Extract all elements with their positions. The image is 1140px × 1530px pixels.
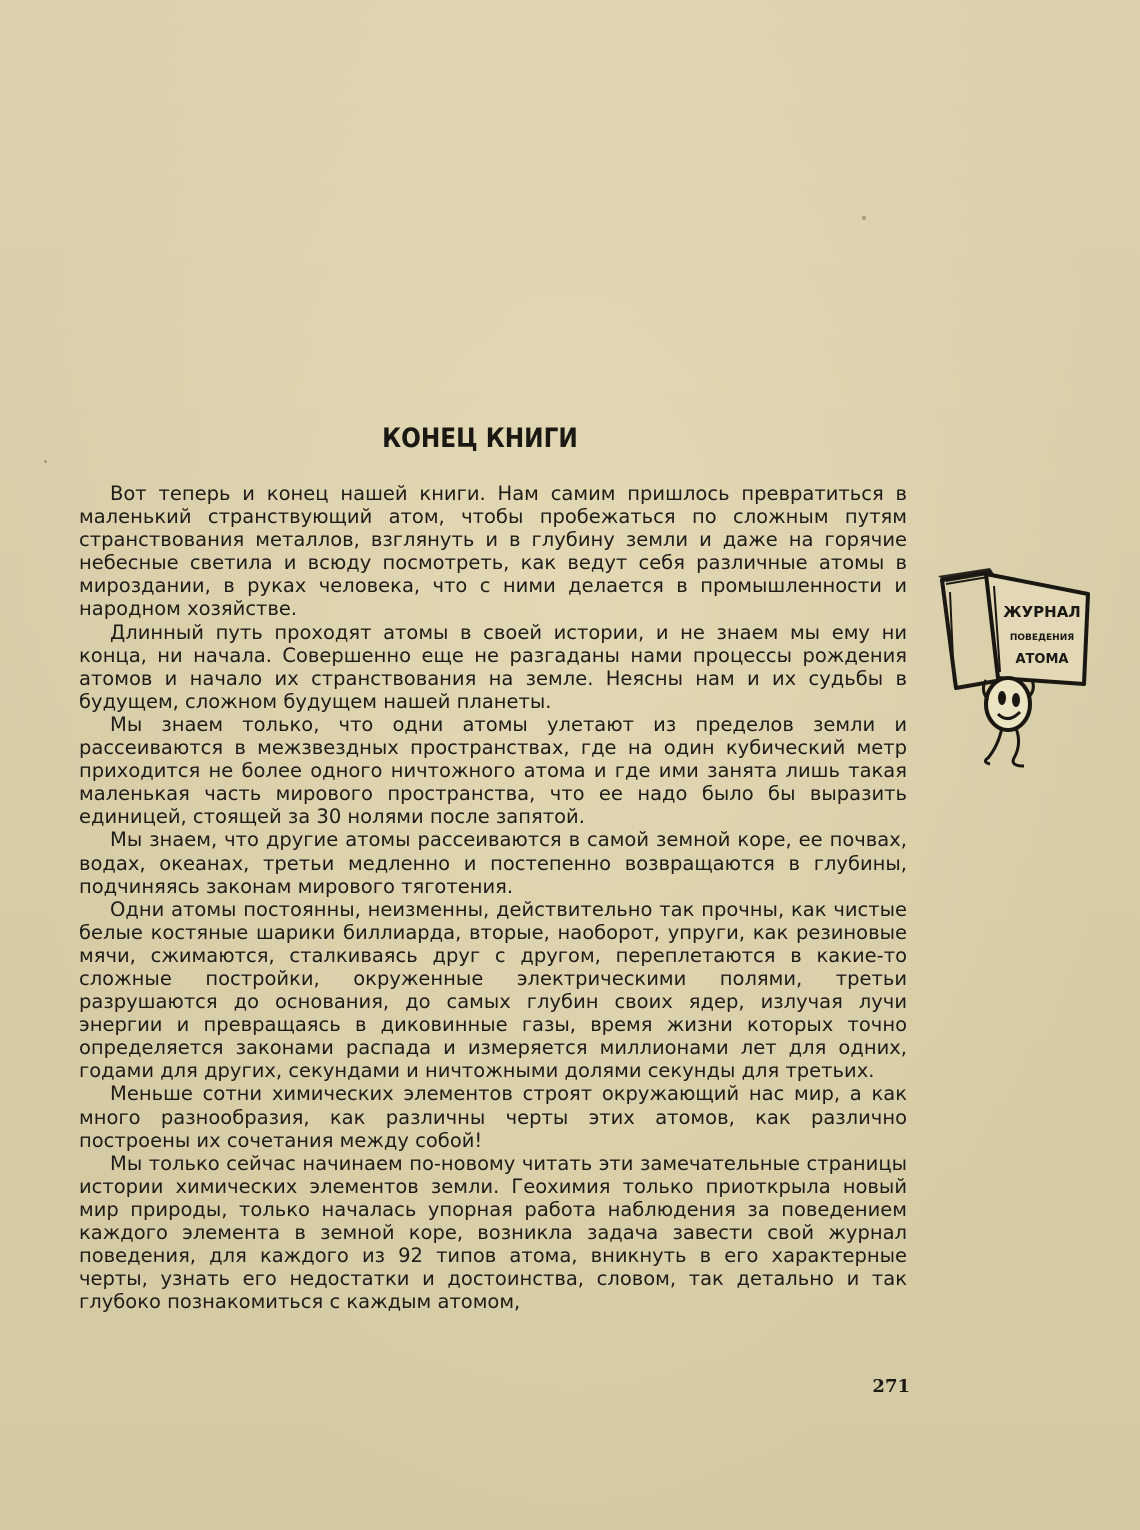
paragraph: Длинный путь проходят атомы в своей истории, и не знаем мы ему ни конца, ни начала. Совершенно еще не разгаданы нами процессы рождения атомов и начало их странствования на земле. Неясны нам и их судьбы в будущем, сложном будущем нашей планеты. [79, 620, 907, 713]
journal-title-line3: АТОМА [1015, 652, 1069, 667]
paragraph: Мы знаем, что другие атомы рассеиваются в самой земной коре, ее почвах, водах, океанах, третьи медленно и постепенно возвращаются в глубины, подчиняясь законам мирового тяготения. [79, 828, 907, 898]
paragraph: Мы только сейчас начинаем по-новому читать эти замечательные страницы истории химических элементов земли. Геохимия только приоткрыла новый мир природы, только началась упорная работа наблюдения за поведением каждого элемента в земной коре, возникла задача завести свой журнал поведения, для каждого из 92 типов атома, вникнуть в его характерные черты, узнать его недостатки и достоинства, словом, так детально и так глубоко познакомиться с каждым атомом, [79, 1151, 907, 1314]
paper-speck [862, 216, 866, 220]
journal-title-line2: ПОВЕДЕНИЯ [1009, 633, 1075, 643]
atom-character-icon [983, 678, 1033, 766]
journal-title-line1: ЖУРНАЛ [1003, 603, 1081, 621]
page-number: 271 [872, 1376, 910, 1397]
journal-book-icon [938, 568, 1088, 688]
paragraph: Вот теперь и конец нашей книги. Нам самим пришлось превратиться в маленький странствующий атом, чтобы пробежаться по сложным путям странствования металлов, взглянуть и в глубину земли и даже на горячие небесные светила и всюду посмотреть, как ведут себя различные атомы в мироздании, в руках человека, что с ними делается в промышленности и народном хозяйстве. [79, 482, 907, 621]
paragraph: Одни атомы постоянны, неизменны, действительно так прочны, как чистые белые костяные шарики биллиарда, вторые, наоборот, упруги, как резиновые мячи, сжимаются, сталкиваясь друг с другом, переплетаются в какие-то сложные постройки, окруженные электрическими полями, третьи разрушаются до основания, до самых глубин своих ядер, излучая лучи энергии и превращаясь в диковинные газы, время жизни которых точно определяется законами распада и измеряется миллионами лет для одних, годами для других, секундами и ничтожными долями секунды для третьих. [79, 897, 907, 1083]
chapter-title: КОНЕЦ КНИГИ [382, 423, 578, 454]
atom-journal-illustration [932, 562, 1092, 774]
paragraph: Мы знаем только, что одни атомы улетают из пределов земли и рассеиваются в межзвездных пространствах, где на один кубический метр приходится не более одного ничтожного атома и где ими занята лишь такая маленькая часть мирового пространства, что ее надо было бы выразить единицей, стоящей за 30 нолями после запятой. [79, 712, 907, 829]
paragraph: Меньше сотни химических элементов строят окружающий нас мир, а как много разнообразия, как различны черты этих атомов, как различно построены их сочетания между собой! [79, 1082, 907, 1152]
body-text [79, 482, 907, 1313]
paper-speck [44, 460, 47, 463]
